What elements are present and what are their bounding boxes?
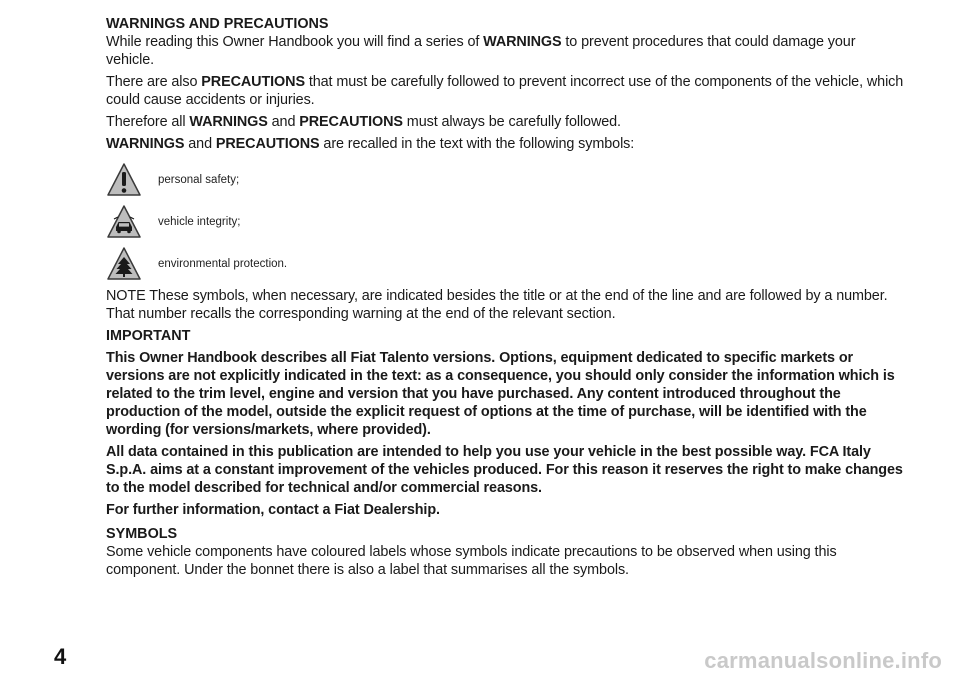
symbols-heading: SYMBOLS xyxy=(106,526,178,542)
text-span: and xyxy=(267,114,300,130)
warnings-paragraph-1 xyxy=(106,33,906,69)
text-span: Therefore all xyxy=(106,114,190,130)
text-span: There are also xyxy=(106,74,202,90)
note-paragraph: NOTE These symbols, when necessary, are indicated besides the title or at the end of the line and are followed by a number. That number recalls the corresponding warning at the end of the relevant section. xyxy=(106,288,888,322)
exclamation-warning-icon xyxy=(106,162,142,198)
tree-warning-icon xyxy=(106,246,142,282)
warnings-heading: WARNINGS AND PRECAUTIONS xyxy=(106,16,329,32)
symbol-label: personal safety; xyxy=(158,174,240,186)
keyword-warnings: WARNINGS xyxy=(189,114,268,130)
important-paragraph-2: All data contained in this publication are intended to help you use your vehicle in the best possible way. FCA Italy S.p.A. aims at a constant improvement of the vehicles produced. For this reason it reserves the right to make changes to the model described for technical and/or commercial reasons. xyxy=(106,444,903,496)
symbols-paragraph: Some vehicle components have coloured labels whose symbols indicate precautions to be observed when using this component. Under the bonnet there is also a label that summarises all the symbols. xyxy=(106,544,837,578)
keyword-warnings: WARNINGS xyxy=(106,136,185,152)
warnings-paragraph-3 xyxy=(106,113,906,131)
symbol-personal-safety xyxy=(106,159,906,201)
symbol-label: environmental protection. xyxy=(158,258,288,270)
watermark: carmanualsonline.info xyxy=(704,648,942,673)
text-span: must always be carefully followed. xyxy=(402,114,621,130)
important-paragraph-1: This Owner Handbook describes all Fiat Talento versions. Options, equipment dedicated to specific markets or versions are not explicitly indicated in the text: as a consequence, you should only consider the information which is related to the trim level, engine and version that you have purchased. Any content introduced throughout the production of the model, outside the explicit request of options at the time of purchase, will be identified with the wording (for versions/markets, where provided). xyxy=(106,350,895,438)
symbol-vehicle-integrity xyxy=(106,201,906,243)
manual-page-content xyxy=(106,15,906,583)
symbol-legend xyxy=(106,159,906,285)
important-paragraph-3: For further information, contact a Fiat Dealership. xyxy=(106,502,440,518)
warnings-paragraph-4 xyxy=(106,135,906,153)
symbol-label: vehicle integrity; xyxy=(158,216,241,228)
page-number: 4 xyxy=(54,644,67,669)
keyword-warnings: WARNINGS xyxy=(483,34,562,50)
keyword-precautions: PRECAUTIONS xyxy=(215,136,320,152)
important-heading: IMPORTANT xyxy=(106,328,191,344)
text-span: to prevent procedures that could damage your vehicle. xyxy=(106,34,856,68)
car-warning-icon xyxy=(106,204,142,240)
keyword-precautions: PRECAUTIONS xyxy=(299,114,403,130)
text-span: that must be carefully followed to prevent incorrect use of the components of the vehicle, which could cause accidents or injuries. xyxy=(106,74,904,108)
symbol-environmental-protection xyxy=(106,243,906,285)
text-span: While reading this Owner Handbook you will find a series of xyxy=(106,34,484,50)
keyword-precautions: PRECAUTIONS xyxy=(201,74,305,90)
text-span: and xyxy=(184,136,216,152)
warnings-paragraph-2 xyxy=(106,73,906,109)
text-span: are recalled in the text with the following symbols: xyxy=(319,136,635,152)
